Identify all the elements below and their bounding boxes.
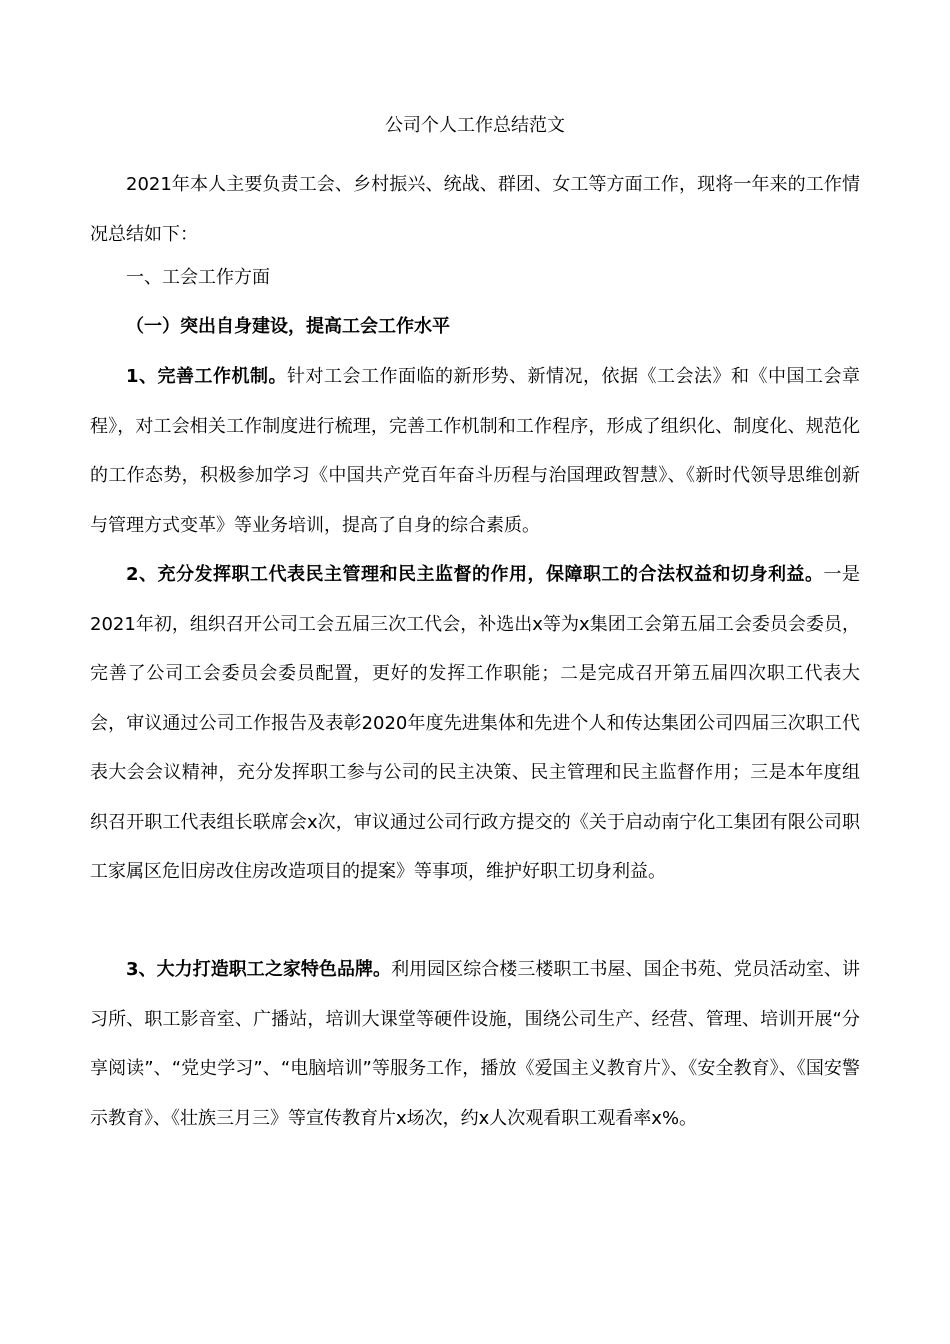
item-3-paragraph bbox=[90, 945, 860, 1143]
subsection-heading: （一）突出自身建设，提高工会工作水平 bbox=[126, 316, 450, 337]
item-1-paragraph bbox=[90, 352, 860, 550]
intro-paragraph: 2021年本人主要负责工会、乡村振兴、统战、群团、女工等方面工作，现将一年来的工作情况总结如下： bbox=[90, 174, 860, 245]
item-2-paragraph bbox=[90, 550, 860, 897]
item-1-lead: 1、完善工作机制。 bbox=[126, 366, 288, 387]
item-1-body: 针对工会工作面临的新形势、新情况，依据《工会法》和《中国工会章程》，对工会相关工作制度进行梳理，完善工作机制和工作程序，形成了组织化、制度化、规范化的工作态势，积极参加学习《中国共产党百年奋斗历程与治国理政智慧》、《新时代领导思维创新与管理方式变革》等业务培训，提高了自身的综合素质。 bbox=[90, 366, 861, 536]
section-heading: 一、工会工作方面 bbox=[126, 267, 270, 288]
item-3-body: 利用园区综合楼三楼职工书屋、国企书苑、党员活动室、讲习所、职工影音室、广播站，培训大课堂等硬件设施，围绕公司生产、经营、管理、培训开展“分享阅读”、“党史学习”、“电脑培训”等服务工作，播放《爱国主义教育片》、《安全教育》、《国安警示教育》、《壮族三月三》等宣传教育片x场次，约x人次观看职工观看率x%。 bbox=[90, 959, 860, 1129]
item-3-lead: 3、大力打造职工之家特色品牌。 bbox=[126, 959, 392, 980]
document-title: 公司个人工作总结范文 bbox=[385, 115, 565, 136]
item-2-lead: 2、充分发挥职工代表民主管理和民主监督的作用，保障职工的合法权益和切身利益。 bbox=[126, 564, 824, 585]
item-2-body: 一是2021年初，组织召开公司工会五届三次工代会，补选出x等为x集团工会第五届工会委员会委员，完善了公司工会委员会委员配置，更好的发挥工作职能；二是完成召开第五届四次职工代表大会，审议通过公司工作报告及表彰2020年度先进集体和先进个人和传达集团公司四届三次职工代表大会会议精神，充分发挥职工参与公司的民主决策、民主管理和民主监督作用；三是本年度组织召开职工代表组长联席会x次，审议通过公司行政方提交的《关于启动南宁化工集团有限公司职工家属区危旧房改住房改造项目的提案》等事项，维护好职工切身利益。 bbox=[90, 564, 860, 882]
